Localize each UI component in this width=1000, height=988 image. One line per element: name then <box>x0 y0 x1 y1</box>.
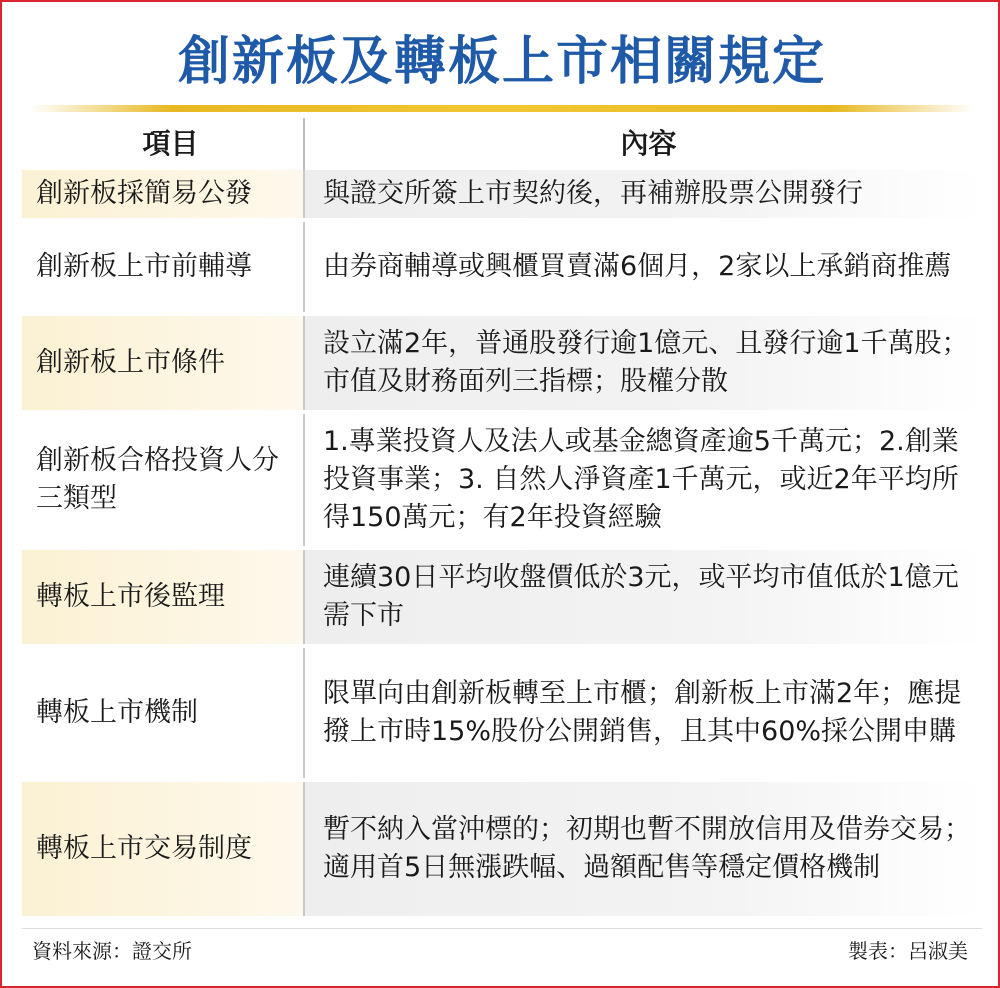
row-item: 創新板上市條件 <box>22 316 305 410</box>
table-header <box>22 118 982 170</box>
table-row <box>22 316 982 410</box>
page-title: 創新板及轉板上市相關規定 <box>177 32 826 92</box>
table-row <box>22 550 982 644</box>
column-divider <box>303 414 305 546</box>
row-item: 轉板上市交易制度 <box>22 782 305 916</box>
table-row <box>22 170 982 218</box>
row-content: 連續30日平均收盤價低於3元，或平均市值低於1億元需下市 <box>305 550 982 644</box>
rules-table <box>22 118 982 916</box>
table-row <box>22 782 982 916</box>
row-content: 限單向由創新板轉至上市櫃；創新板上市滿2年；應提撥上市時15%股份公開銷售，且其中60%採公開申購 <box>323 678 962 747</box>
column-divider <box>303 118 305 170</box>
column-divider <box>303 550 305 644</box>
footer-divider <box>22 928 982 929</box>
row-item: 轉板上市機制 <box>36 697 198 728</box>
row-item: 創新板上市前輔導 <box>36 251 252 282</box>
column-divider <box>303 648 305 778</box>
row-content: 與證交所簽上市契約後，再補辦股票公開發行 <box>305 170 982 218</box>
row-content: 暫不納入當沖標的；初期也暫不開放信用及借券交易；適用首5日無漲跌幅、過額配售等穩定價格機制 <box>305 782 982 916</box>
source-note: 資料來源：證交所 <box>32 939 192 963</box>
column-divider <box>303 222 305 312</box>
column-divider <box>303 782 305 916</box>
row-item: 創新板合格投資人分三類型 <box>36 445 279 514</box>
column-divider <box>303 170 305 218</box>
row-content: 1.專業投資人及法人或基金總資產逾5千萬元；2.創業投資事業；3. 自然人淨資產1千萬元，或近2年平均所得150萬元；有2年投資經驗 <box>323 426 959 533</box>
column-divider <box>303 316 305 410</box>
row-item: 轉板上市後監理 <box>22 550 305 644</box>
table-row <box>22 222 982 312</box>
table-row <box>22 648 982 778</box>
credit-note: 製表：呂淑美 <box>848 939 968 963</box>
row-content: 設立滿2年，普通股發行逾1億元、且發行逾1千萬股；市值及財務面列三指標；股權分散 <box>305 316 982 410</box>
table-row <box>22 414 982 546</box>
header-content: 內容 <box>620 127 677 160</box>
row-item: 創新板採簡易公發 <box>22 170 305 218</box>
title-underline <box>30 105 974 112</box>
row-content: 由券商輔導或興櫃買賣滿6個月，2家以上承銷商推薦 <box>323 251 952 282</box>
header-item: 項目 <box>142 127 199 160</box>
